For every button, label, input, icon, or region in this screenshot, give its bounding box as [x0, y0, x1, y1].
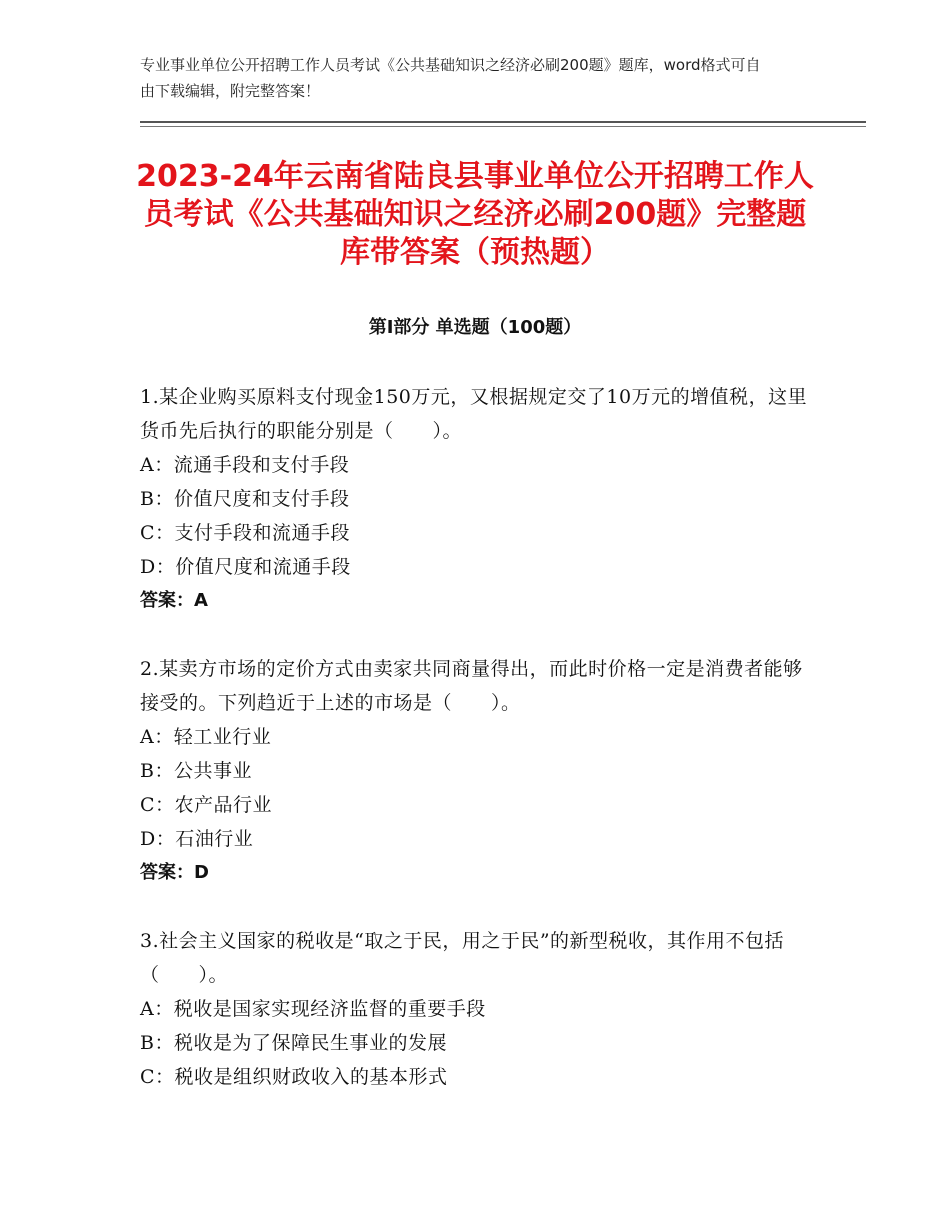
question-stem: 1.某企业购买原料支付现金150万元，又根据规定交了10万元的增值税，这里货币先后执行的职能分别是（ ）。: [140, 386, 808, 442]
option-a: A：轻工业行业: [140, 726, 272, 748]
answer: 答案：A: [140, 590, 208, 611]
answer: 答案：D: [140, 862, 209, 883]
header-divider-thin: [140, 126, 866, 127]
option-b: B：价值尺度和支付手段: [140, 488, 350, 510]
option-a: A：税收是国家实现经济监督的重要手段: [140, 998, 486, 1020]
option-a: A：流通手段和支付手段: [140, 454, 350, 476]
question-stem: 3.社会主义国家的税收是“取之于民，用之于民”的新型税收，其作用不包括（ ）。: [140, 930, 785, 986]
question-1: [140, 380, 820, 618]
header-note: 专业事业单位公开招聘工作人员考试《公共基础知识之经济必刷200题》题库，word格式可自由下载编辑，附完整答案！: [140, 56, 761, 100]
option-d: D：价值尺度和流通手段: [140, 556, 351, 578]
option-c: C：农产品行业: [140, 794, 273, 816]
question-stem: 2.某卖方市场的定价方式由卖家共同商量得出，而此时价格一定是消费者能够接受的。下列趋近于上述的市场是（ ）。: [140, 658, 803, 714]
option-d: D：石油行业: [140, 828, 254, 850]
option-c: C：支付手段和流通手段: [140, 522, 351, 544]
header-divider-thick: [140, 121, 866, 123]
document-title: 2023-24年云南省陆良县事业单位公开招聘工作人员考试《公共基础知识之经济必刷200题》完整题库带答案（预热题）: [136, 159, 814, 270]
section-title: 第Ⅰ部分 单选题（100题）: [368, 317, 582, 338]
option-c: C：税收是组织财政收入的基本形式: [140, 1066, 448, 1088]
option-b: B：税收是为了保障民生事业的发展: [140, 1032, 447, 1054]
option-b: B：公共事业: [140, 760, 252, 782]
question-3: [140, 924, 820, 1094]
question-2: [140, 652, 820, 890]
question-list: [140, 380, 820, 1128]
